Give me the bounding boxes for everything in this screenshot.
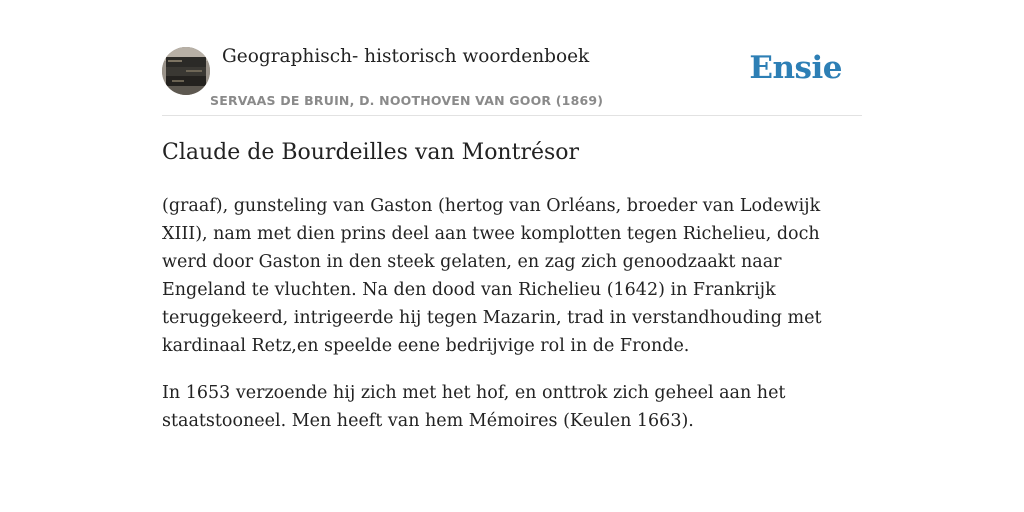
entry-body <box>162 192 862 454</box>
entry-paragraph: (graaf), gunsteling van Gaston (hertog van Orléans, broeder van Lodewijk XIII), nam met dien prins deel aan twee komplotten tegen Richelieu, doch werd door Gaston in den steek gelaten, en zag zich genoodzaakt naar Engeland te vluchten. Na den dood van Richelieu (1642) in Frankrijk teruggekeerd, intrigeerde hij tegen Mazarin, trad in verstandhouding met kardinaal Retz,en speelde eene bedrijvige rol in de Fronde. <box>162 196 822 356</box>
dictionary-author[interactable]: SERVAAS DE BRUIN, D. NOOTHOVEN VAN GOOR (1869) <box>210 93 604 108</box>
dictionary-avatar[interactable] <box>162 47 210 95</box>
entry-title: Claude de Bourdeilles van Montrésor <box>162 140 580 165</box>
old-books-icon <box>162 47 210 95</box>
dictionary-title[interactable]: Geographisch- historisch woordenboek <box>222 46 590 67</box>
dictionary-header <box>162 40 862 116</box>
ensie-logo[interactable]: Ensie <box>749 50 842 86</box>
entry-paragraph: In 1653 verzoende hij zich met het hof, en onttrok zich geheel aan het staatstooneel. Men heeft van hem Mémoires (Keulen 1663). <box>162 383 786 431</box>
